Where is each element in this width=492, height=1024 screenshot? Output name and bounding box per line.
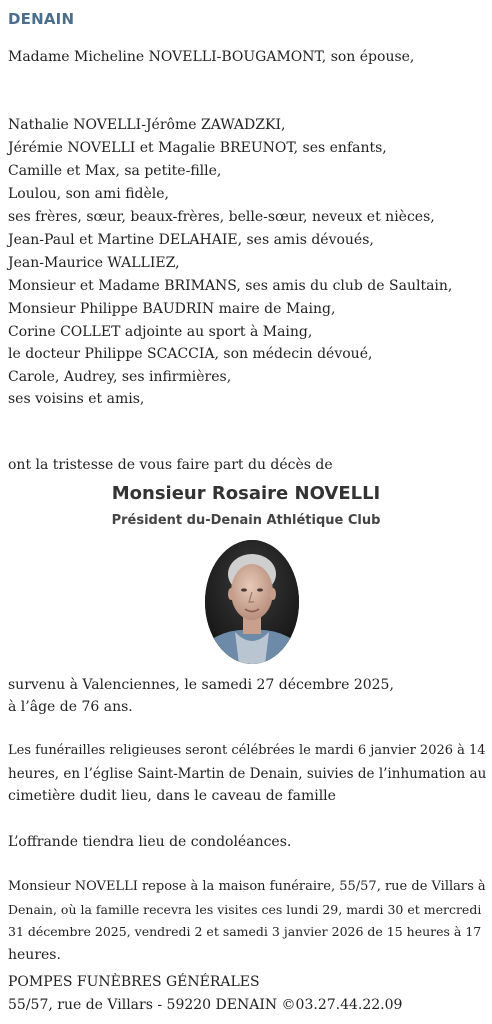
portrait-image (205, 540, 299, 664)
family-line: Jérémie NOVELLI et Magalie BREUNOT, ses enfants, (8, 140, 387, 156)
death-line: survenu à Valenciennes, le samedi 27 décembre 2025, (8, 677, 394, 693)
family-line: le docteur Philippe SCACCIA, son médecin dévoué, (8, 346, 373, 362)
offering-line: L’offrande tiendra lieu de condoléances. (8, 834, 292, 850)
family-line: Corine COLLET adjointe au sport à Maing, (8, 324, 313, 340)
family-line: Camille et Max, sa petite-fille, (8, 163, 222, 179)
funeral-line: cimetière dudit lieu, dans le caveau de famille (8, 788, 336, 804)
funeral-line: heures, en l’église Saint-Martin de Denain, suivies de l’inhumation au (8, 766, 487, 782)
family-line: Monsieur et Madame BRIMANS, ses amis du club de Saultain, (8, 278, 453, 294)
portrait-photo (205, 540, 299, 664)
funeral-line: Les funérailles religieuses seront célébrées le mardi 6 janvier 2026 à 14 (8, 743, 486, 758)
family-line: Jean-Maurice WALLIEZ, (8, 255, 180, 271)
family-line: ses frères, sœur, beaux-frères, belle-sœur, neveux et nièces, (8, 209, 435, 225)
rest-line: 31 décembre 2025, vendredi 2 et samedi 3 janvier 2026 de 15 heures à 17 (8, 924, 482, 939)
rest-line: Denain, où la famille recevra les visites ces lundi 29, mardi 30 et mercredi (8, 902, 482, 917)
family-line: Jean-Paul et Martine DELAHAIE, ses amis dévoués, (8, 232, 374, 248)
family-line: Monsieur Philippe BAUDRIN maire de Maing, (8, 301, 336, 317)
rest-line: heures. (8, 947, 61, 963)
rest-line: Monsieur NOVELLI repose à la maison funéraire, 55/57, rue de Villars à (8, 879, 486, 894)
announcement-intro: ont la tristesse de vous faire part du décès de (8, 457, 333, 473)
death-line: à l’âge de 76 ans. (8, 699, 133, 715)
family-line: Nathalie NOVELLI-Jérôme ZAWADZKI, (8, 117, 286, 133)
funeral-company-address: 55/57, rue de Villars - 59220 DENAIN ©03.27.44.22.09 (8, 997, 403, 1013)
family-line: ses voisins et amis, (8, 391, 145, 407)
spouse-line: Madame Micheline NOVELLI-BOUGAMONT, son épouse, (8, 49, 415, 65)
family-line: Carole, Audrey, ses infirmières, (8, 369, 232, 385)
deceased-name: Monsieur Rosaire NOVELLI (111, 483, 381, 504)
funeral-company: POMPES FUNÈBRES GÉNÉRALES (8, 974, 260, 990)
city-heading: DENAIN (8, 10, 75, 28)
deceased-role: Président du-Denain Athlétique Club (111, 513, 381, 528)
family-line: Loulou, son ami fidèle, (8, 186, 169, 202)
